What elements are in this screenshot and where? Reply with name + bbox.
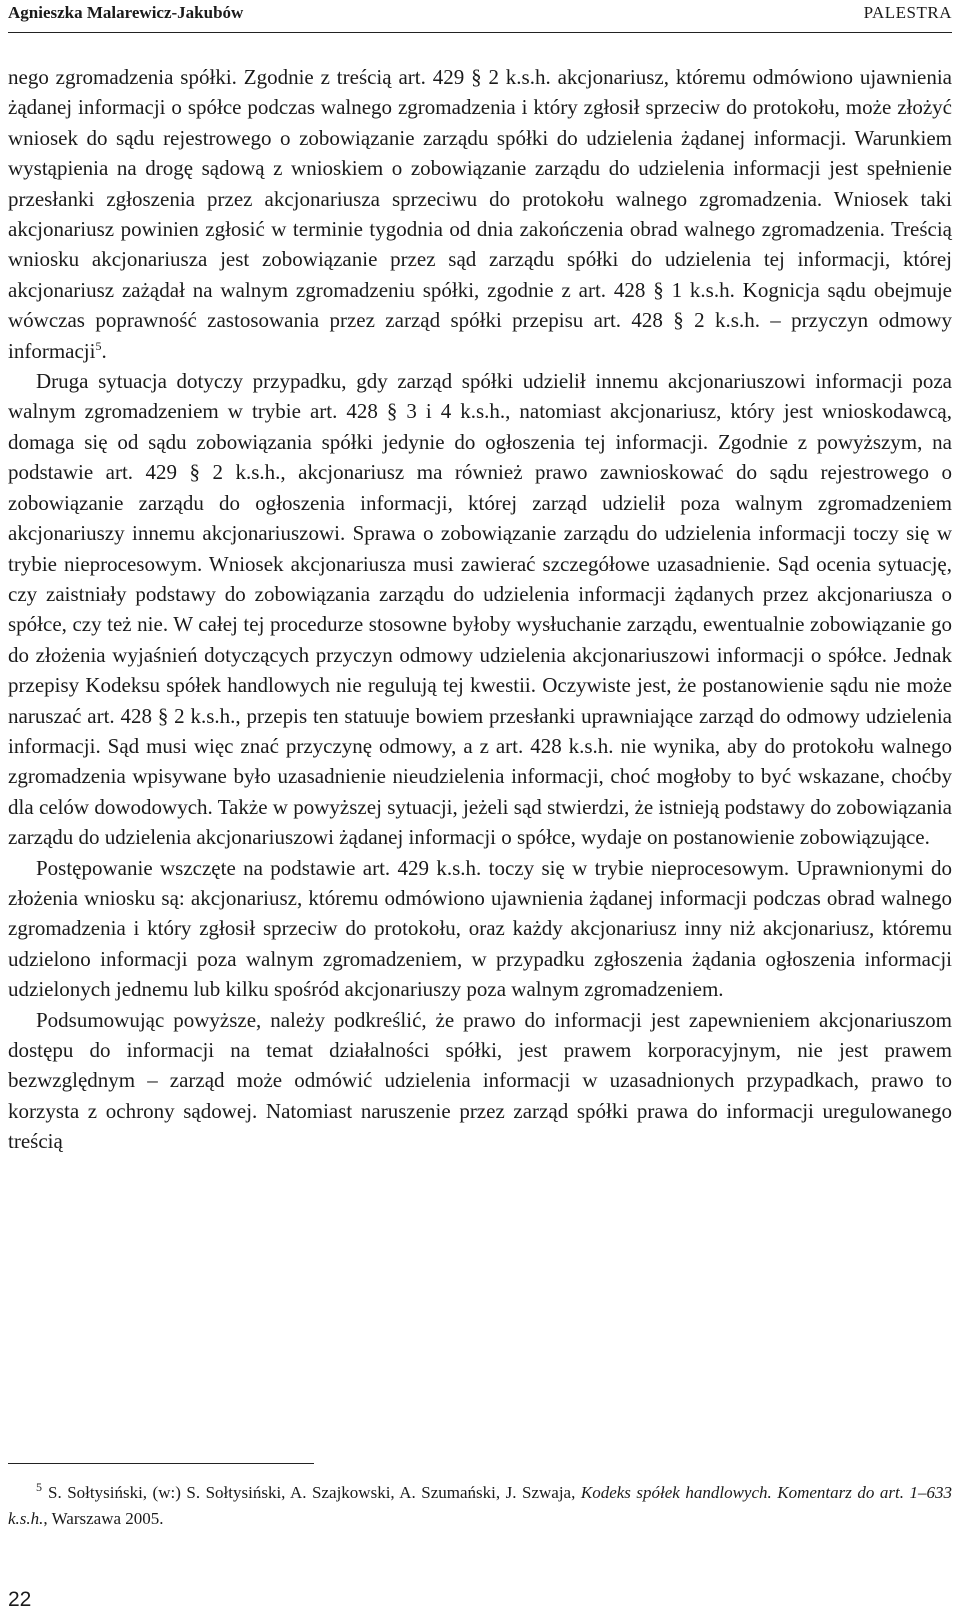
paragraph-1-text: nego zgromadzenia spółki. Zgodnie z treścią art. 429 § 2 k.s.h. akcjonariusz, któremu odmówiono ujawnienia żądanej informacji o spółce podczas walnego zgromadzenia i który zgłosił sprzeciw do protokołu, może złożyć wniosek do sądu rejestrowego o zobowiązanie zarządu spółki do udzielenia żądanej informacji. Warunkiem wystąpienia na drogę sądową z wnioskiem o zobowiązanie zarządu do udzielenia informacji jest spełnienie przesłanki zgłoszenia przez akcjonariusza sprzeciwu do protokołu walnego zgromadzenia. Wniosek taki akcjonariusz powinien zgłosić w terminie tygodnia od dnia zakończenia obrad walnego zgromadzenia. Treścią wniosku akcjonariusza jest zobowiązanie przez sąd zarządu spółki do udzielenia tej informacji, której akcjonariusz zażądał na walnym zgromadzeniu spółki, zgodnie z art. 428 § 1 k.s.h. Kognicja sądu obejmuje wówczas poprawność zastosowania przez zarząd spółki przepisu art. 428 § 2 k.s.h. – przyczyn odmowy informacji	[8, 65, 952, 363]
footnote-number: 5	[36, 1480, 42, 1495]
footnote	[8, 1480, 952, 1532]
footnote-divider	[8, 1463, 314, 1464]
footnote-reference[interactable]: 5	[95, 338, 102, 353]
running-header	[8, 0, 952, 33]
article-body	[8, 62, 952, 1157]
paragraph-3: Postępowanie wszczęte na podstawie art. 429 k.s.h. toczy się w trybie nieprocesowym. Uprawnionymi do złożenia wniosku są: akcjonariusz, któremu odmówiono ujawnienia żądanej informacji podczas obrad walnego zgromadzenia i który zgłosił sprzeciw do protokołu, oraz każdy akcjonariusz inny niż akcjonariusz, któremu udzielono informacji poza walnym zgromadzeniem, w przypadku zgłoszenia żądania ogłoszenia informacji udzielonych jednemu lub kilku spośród akcjonariuszy poza walnym zgromadzeniem.	[8, 855, 952, 1002]
footnote-suffix: , Warszawa 2005.	[43, 1509, 164, 1528]
running-header-author: Agnieszka Malarewicz-Jakubów	[8, 3, 244, 22]
paragraph-1	[8, 62, 952, 366]
paragraph-1-tail: .	[101, 338, 107, 363]
paragraph-4: Podsumowując powyższe, należy podkreślić, że prawo do informacji jest zapewnieniem akcjonariuszom dostępu do informacji na temat działalności spółki, jest prawem korporacyjnym, nie jest prawem bezwzględnym – zarząd może odmówić udzielenia informacji w uzasadnionych przypadkach, prawo to korzysta z ochrony sądowej. Natomiast naruszenie przez zarząd spółki prawa do informacji uregulowanego treścią	[8, 1007, 952, 1154]
running-header-journal: PALESTRA	[863, 3, 952, 22]
page-number: 22	[8, 1588, 32, 1611]
footnote-title: Kodeks spółek handlowych. Komentarz do art. 1–633 k.s.h.	[8, 1483, 952, 1528]
paragraph-2: Druga sytuacja dotyczy przypadku, gdy zarząd spółki udzielił innemu akcjonariuszowi informacji poza walnym zgromadzeniem w trybie art. 428 § 3 i 4 k.s.h., natomiast akcjonariusz, który jest wnioskodawcą, domaga się od sądu zobowiązania spółki jedynie do ogłoszenia tej informacji. Zgodnie z powyższym, na podstawie art. 429 § 2 k.s.h., akcjonariusz ma również prawo zawnioskować do sądu rejestrowego o zobowiązanie zarządu do ogłoszenia informacji, której zarząd udzielił poza walnym zgromadzeniem akcjonariuszy innemu akcjonariuszowi. Sprawa o zobowiązanie zarządu do udzielenia informacji toczy się w trybie nieprocesowym. Wniosek akcjonariusza musi zawierać szczegółowe uzasadnienie. Sąd ocenia sytuację, czy zaistniały podstawy do zobowiązania zarządu do udzielenia informacji żądanych przez akcjonariusza o spółce, czy też nie. W całej tej procedurze stosowne byłoby wysłuchanie zarządu, ewentualnie zobowiązanie go do złożenia wyjaśnień dotyczących przyczyn odmowy udzielenia akcjonariuszowi informacji o spółce. Jednak przepisy Kodeksu spółek handlowych nie regulują tej kwestii. Oczywiste jest, że postanowienie sądu nie może naruszać art. 428 § 2 k.s.h., przepis ten statuuje bowiem przesłanki uprawniające zarząd do odmowy udzielenia informacji. Sąd musi więc znać przyczynę odmowy, a z art. 428 k.s.h. nie wynika, aby do protokołu walnego zgromadzenia wpisywane było uzasadnienie nieudzielenia informacji, choć mogłoby to być wskazane, choćby dla celów dowodowych. Także w powyższej sytuacji, jeżeli sąd stwierdzi, że istnieją podstawy do zobowiązania zarządu do udzielenia akcjonariuszowi żądanej informacji o spółce, wydaje on postanowienie zobowiązujące.	[8, 369, 952, 850]
footnote-prefix: S. Sołtysiński, (w:) S. Sołtysiński, A. Szajkowski, A. Szumański, J. Szwaja,	[48, 1483, 581, 1502]
